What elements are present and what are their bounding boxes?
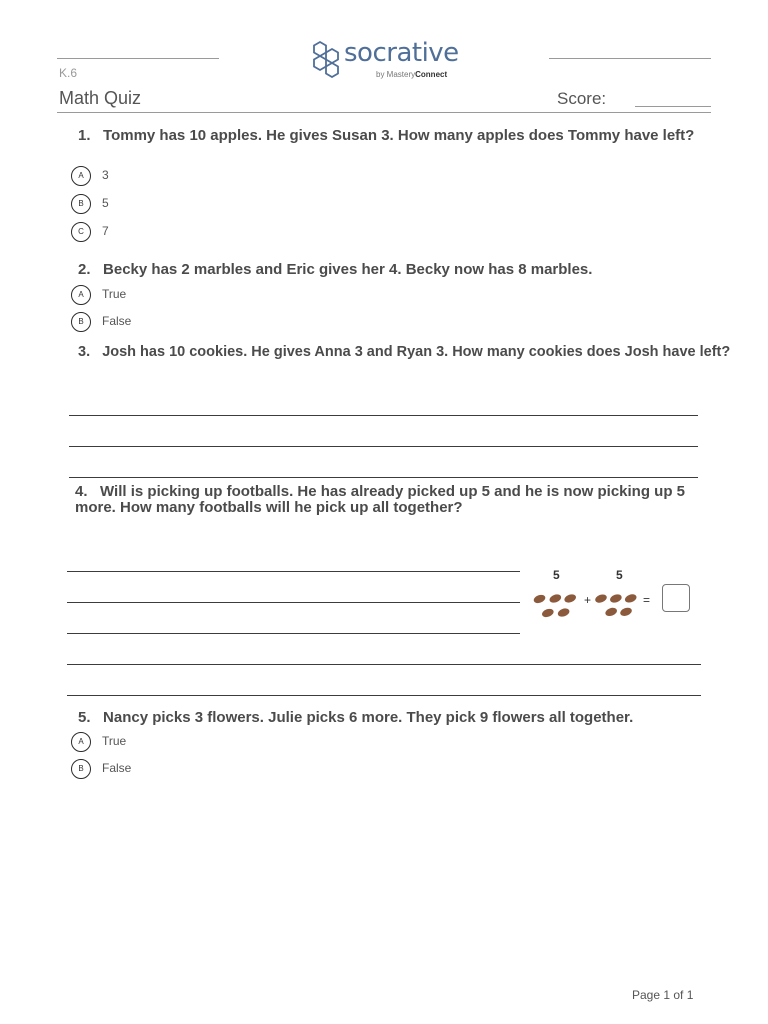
option-label: 7 [102,224,109,238]
question-text: Josh has 10 cookies. He gives Anna 3 and Ryan 3. How many cookies does Josh have left? [102,344,731,360]
question-3 [78,344,758,360]
football-addition-figure [528,566,698,626]
option-label: 3 [102,168,109,182]
logo-wordmark: socrative [344,38,459,68]
score-label: Score: [557,89,607,108]
equals-sign: = [643,593,651,607]
answer-line[interactable] [69,446,698,447]
question-number: 5. [78,709,91,726]
answer-line[interactable] [67,602,520,603]
hexagon-logo-icon [308,40,344,78]
question-number: 2. [78,261,91,278]
answer-line[interactable] [69,415,698,416]
page-number: Page 1 of 1 [632,988,694,1002]
answer-line[interactable] [67,664,701,665]
logo-brand: Connect [415,70,448,79]
answer-bubble[interactable]: B [71,194,91,214]
question-1 [78,128,698,144]
header-right-rule [549,58,711,59]
option-label: True [102,287,127,301]
left-count: 5 [553,568,560,582]
question-5 [78,710,738,726]
grade-label: K.6 [59,66,78,80]
answer-line[interactable] [69,477,698,478]
question-number: 1. [78,127,91,144]
answer-line[interactable] [67,633,520,634]
answer-line[interactable] [67,695,701,696]
plus-sign: + [584,593,592,607]
question-number: 3. [78,344,91,360]
quiz-title: Math Quiz [59,88,142,108]
question-text: Will is picking up footballs. He has already picked up 5 and he is now picking up 5 more. How many footballs will he pick up all together? [75,483,686,516]
answer-bubble[interactable]: B [71,759,91,779]
logo-by: by Mastery [376,70,416,79]
answer-line[interactable] [67,571,520,572]
score-blank[interactable] [635,106,711,107]
question-text: Tommy has 10 apples. He gives Susan 3. How many apples does Tommy have left? [103,127,695,144]
question-text: Nancy picks 3 flowers. Julie picks 6 more. They pick 9 flowers all together. [103,709,634,726]
option-label: False [102,314,132,328]
question-text: Becky has 2 marbles and Eric gives her 4. Becky now has 8 marbles. [103,261,593,278]
answer-bubble[interactable]: A [71,732,91,752]
football-icon [595,588,641,620]
answer-bubble[interactable]: B [71,312,91,332]
option-label: 5 [102,196,109,210]
logo-byline [376,70,447,79]
header-left-rule [57,58,219,59]
header-bottom-rule [57,112,711,113]
football-icon [532,590,582,622]
question-2 [78,262,738,278]
question-number: 4. [75,483,88,500]
socrative-logo [308,38,468,82]
option-label: False [102,761,132,775]
answer-box[interactable] [662,584,690,612]
answer-bubble[interactable]: C [71,222,91,242]
answer-bubble[interactable]: A [71,166,91,186]
answer-bubble[interactable]: A [71,285,91,305]
right-count: 5 [616,568,623,582]
question-4 [75,484,700,516]
option-label: True [102,734,127,748]
